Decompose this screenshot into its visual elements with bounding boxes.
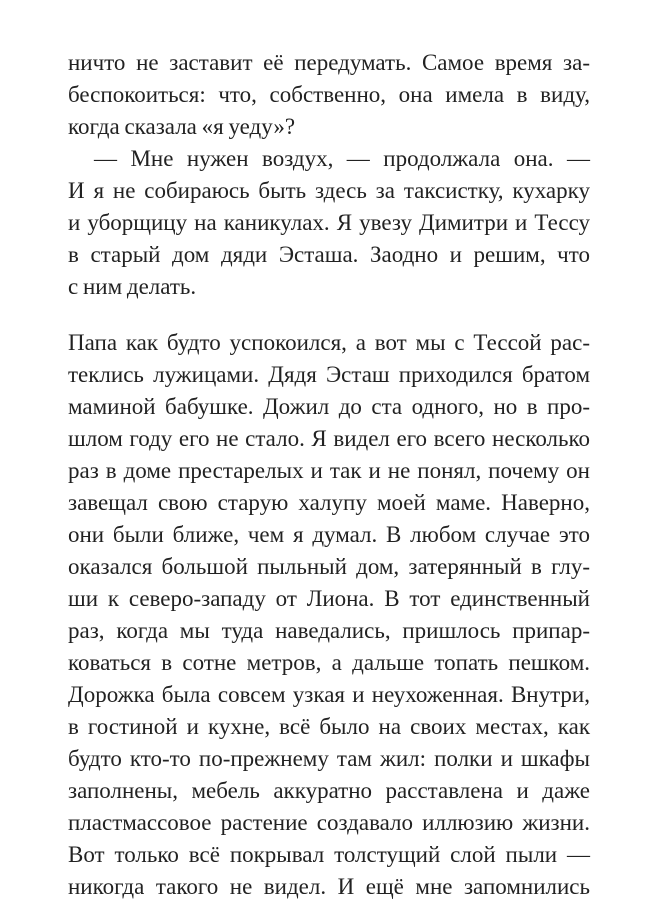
text-line: когда сказала «я уеду»? [68,114,296,139]
text-line: маминой бабушке. Дожил до ста одного, но в про- [68,394,590,419]
text-line: коваться в сотне метров, а дальше топать пешком. [68,650,590,675]
page-text [68,47,590,902]
text-line: шлом году его не стало. Я видел его всего несколько [68,426,590,451]
text-line: раз в доме престарелых и так и не понял, почему он [68,458,590,483]
text-line: И я не собираюсь быть здесь за таксистку, кухарку [68,178,590,203]
text-line: оказался большой пыльный дом, затерянный в глу- [68,554,590,579]
text-line: — Мне нужен воздух, — продолжала она. — [94,146,590,171]
text-line: завещал свою старую халупу моей маме. Наверно, [68,490,590,515]
text-line: беспокоиться: что, собственно, она имела в виду, [68,82,590,107]
text-line: в старый дом дяди Эсташа. Заодно и решим, что [68,242,590,267]
text-line: Вот только всё покрывал толстущий слой пыли — [68,842,590,867]
text-line: ничто не заставит её передумать. Самое время за- [68,50,590,75]
paragraph-body [68,327,590,902]
text-line: никогда такого не видел. И ещё мне запомнились [68,874,590,899]
text-line: с ним делать. [68,274,197,299]
text-line: раз, когда мы туда наведались, пришлось припар- [68,618,590,643]
text-line: они были ближе, чем я думал. В любом случае это [68,522,590,547]
text-line: теклись лужицами. Дядя Эсташ приходился братом [68,362,590,387]
text-line: Дорожка была совсем узкая и неухоженная. Внутри, [68,682,590,707]
text-line: будто кто-то по-прежнему там жил: полки и шкафы [68,746,590,771]
text-line: заполнены, мебель аккуратно расставлена и даже [68,778,590,803]
text-line: Папа как будто успокоился, а вот мы с Тессой рас- [68,330,590,355]
text-line: пластмассовое растение создавало иллюзию жизни. [68,810,590,835]
paragraph-dialogue [68,143,590,303]
text-line: ши к северо-западу от Лиона. В тот единственный [68,586,590,611]
paragraph-continuation [68,47,590,143]
text-line: и уборщицу на каникулах. Я увезу Димитри и Тессу [68,210,590,235]
text-line: в гостиной и кухне, всё было на своих местах, как [68,714,590,739]
